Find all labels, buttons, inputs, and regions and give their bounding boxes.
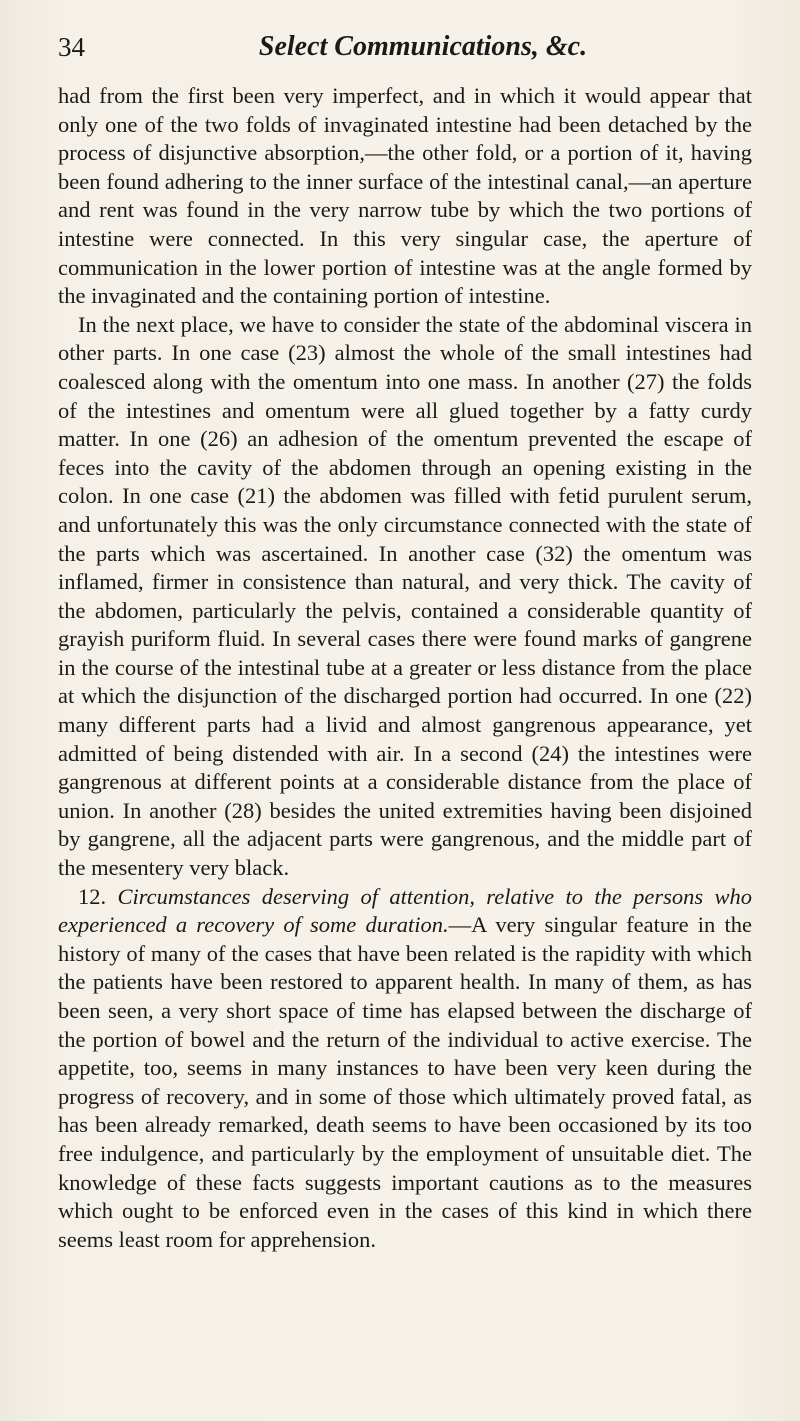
section-number: 12. [78, 883, 107, 909]
page-header [58, 30, 748, 64]
running-title: Select Communications, &c. [258, 31, 588, 62]
body-text [58, 82, 752, 1254]
page-number: 34 [58, 32, 85, 62]
paragraph-3 [58, 883, 752, 1255]
section-heading: Circumstances deserving of attention, relative to the persons who experienced a recovery of some duration. [58, 883, 752, 938]
section-text: —A very singular feature in the history of many of the cases that have been related is the rapidity with which the patients have been restored to apparent health. In many of them, as has been seen, a very short space of time has elapsed between the discharge of the portion of bowel and the return of the individual to active exercise. The appetite, too, seems in many instances to have been very keen during the progress of recovery, and in some of those which ultimately proved fatal, as has been already remarked, death seems to have been occasioned by its too free indulgence, and particularly by the employment of unsuitable diet. The knowledge of these facts suggests important cautions as to the measures which ought to be enforced even in the cases of this kind in which there seems least room for apprehension. [58, 912, 752, 1252]
paragraph-2: In the next place, we have to consider the state of the abdominal viscera in other parts. In one case (23) almost the whole of the small intestines had coalesced along with the omentum into one mass. In another (27) the folds of the intestines and omentum were all glued together by a fatty curdy matter. In one (26) an adhesion of the omentum prevented the escape of feces into the cavity of the abdomen through an opening existing in the colon. In one case (21) the abdomen was filled with fetid purulent serum, and unfortunately this was the only circumstance connected with the state of the parts which was ascertained. In another case (32) the omentum was inflamed, firmer in consistence than natural, and very thick. The cavity of the abdomen, particularly the pelvis, contained a considerable quantity of grayish puriform fluid. In several cases there were found marks of gangrene in the course of the intestinal tube at a greater or less distance from the place at which the disjunction of the discharged portion had occurred. In one (22) many different parts had a livid and almost gangrenous appearance, yet admitted of being distended with air. In a second (24) the intestines were gangrenous at different points at a considerable distance from the place of union. In another (28) besides the united extremities having been disjoined by gangrene, all the adjacent parts were gangrenous, and the middle part of the mesentery very black. [58, 311, 752, 881]
paragraph-1: had from the first been very imperfect, and in which it would appear that only one of the two folds of invaginated intestine had been detached by the process of disjunctive absorption,—the other fold, or a portion of it, having been found adhering to the inner surface of the intestinal canal,—an aperture and rent was found in the very narrow tube by which the two portions of intestine were connected. In this very singular case, the aperture of communication in the lower portion of intestine was at the angle formed by the invaginated and the containing portion of intestine. [58, 83, 752, 309]
